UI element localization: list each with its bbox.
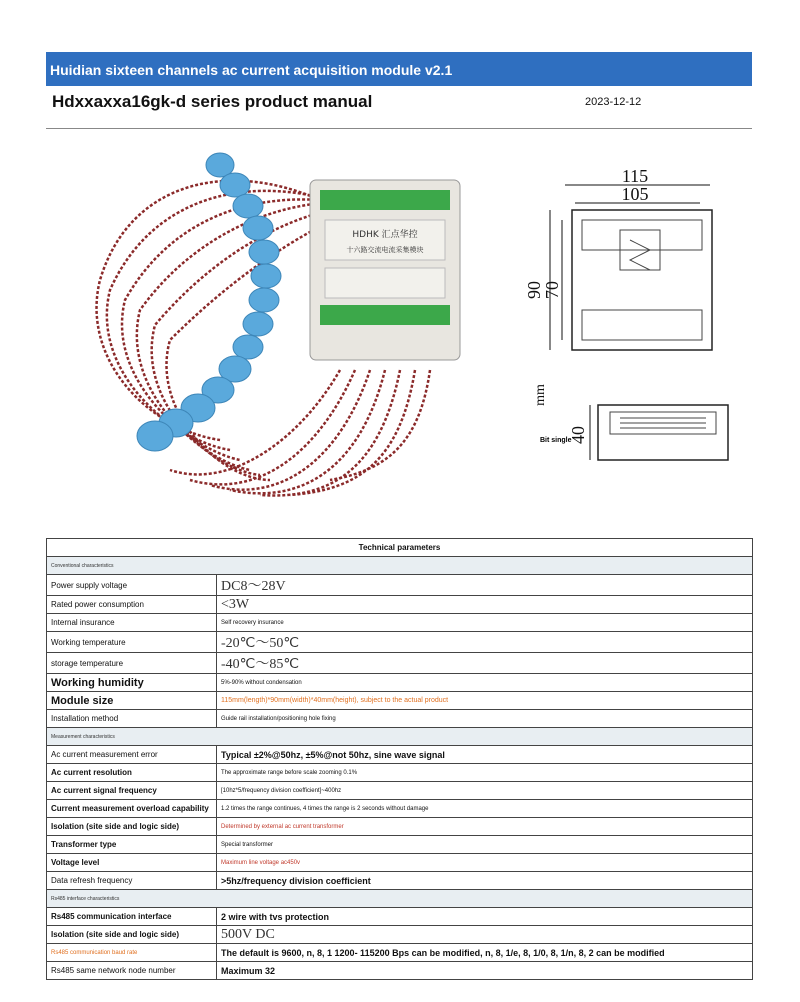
table-row	[47, 800, 753, 818]
table-row	[47, 854, 753, 872]
parameter-value: Guide rail installation/positioning hole fixing	[217, 710, 753, 728]
section-heading: Conventional characteristics	[47, 557, 753, 575]
document-date: 2023-12-12	[585, 96, 642, 108]
table-row	[47, 818, 753, 836]
parameter-value: 500V DC	[217, 926, 753, 944]
width-outer-label: 115	[621, 166, 649, 186]
parameter-label: Power supply voltage	[47, 575, 217, 596]
parameter-value: The approximate range before scale zooming 0.1%	[217, 764, 753, 782]
parameter-label: Ac current resolution	[47, 764, 217, 782]
table-title: Technical parameters	[47, 539, 753, 557]
section-row	[47, 890, 753, 908]
parameter-value: Maximum line voltage ac450v	[217, 854, 753, 872]
table-row	[47, 764, 753, 782]
parameter-value: -20℃～50℃	[217, 632, 753, 653]
spec-table-body	[47, 539, 753, 980]
parameter-label: Ac current signal frequency	[47, 782, 217, 800]
parameter-label: Working temperature	[47, 632, 217, 653]
parameter-value: <3W	[217, 596, 753, 614]
manual-title: Hdxxaxxa16gk-d series product manual	[52, 92, 373, 111]
width-inner-label: 105	[621, 184, 649, 204]
parameter-value: Determined by external ac current transformer	[217, 818, 753, 836]
module-name-label: 十六路交流电流采集模块	[346, 246, 424, 254]
module-box	[310, 180, 460, 360]
table-row	[47, 926, 753, 944]
parameter-value: The default is 9600, n, 8, 1 1200- 115200 Bps can be modified, n, 8, 1/e, 8, 1/0, 8, 1/n, 8, 2 can be modified	[217, 944, 753, 962]
parameter-label: Rs485 same network node number	[47, 962, 217, 980]
current-transformers	[137, 153, 281, 451]
parameter-label: Isolation (site side and logic side)	[47, 926, 217, 944]
table-row	[47, 692, 753, 710]
section-row	[47, 557, 753, 575]
parameter-value: [10hz*5/frequency division coefficient]~400hz	[217, 782, 753, 800]
table-row	[47, 836, 753, 854]
parameter-label: Rs485 communication baud rate	[47, 944, 217, 962]
parameter-value: 5%-90% without condensation	[217, 674, 753, 692]
parameter-label: Transformer type	[47, 836, 217, 854]
height-inner-label: 70	[542, 281, 562, 299]
table-row	[47, 614, 753, 632]
parameter-value: 2 wire with tvs protection	[217, 908, 753, 926]
parameter-label: Isolation (site side and logic side)	[47, 818, 217, 836]
parameter-label: Current measurement overload capability	[47, 800, 217, 818]
parameter-label: Rated power consumption	[47, 596, 217, 614]
parameter-label: Installation method	[47, 710, 217, 728]
technical-parameters-table	[46, 538, 753, 980]
section-heading: Rs485 interface characteristics	[47, 890, 753, 908]
table-row	[47, 653, 753, 674]
table-row	[47, 632, 753, 653]
table-row	[47, 782, 753, 800]
parameter-label: Working humidity	[47, 674, 217, 692]
section-heading: Measurement characteristics	[47, 728, 753, 746]
parameter-label: Module size	[47, 692, 217, 710]
parameter-value: 115mm(length)*90mm(width)*40mm(height), subject to the actual product	[217, 692, 753, 710]
parameter-label: Internal insurance	[47, 614, 217, 632]
table-row	[47, 575, 753, 596]
product-photo	[70, 140, 500, 510]
parameter-label: storage temperature	[47, 653, 217, 674]
unit-label: mm	[533, 384, 548, 406]
parameter-value: DC8～28V	[217, 575, 753, 596]
parameter-label: Ac current measurement error	[47, 746, 217, 764]
section-row	[47, 728, 753, 746]
parameter-value: Special transformer	[217, 836, 753, 854]
table-row	[47, 596, 753, 614]
table-row	[47, 944, 753, 962]
parameter-label: Voltage level	[47, 854, 217, 872]
module-brand-label: HDHK 汇点华控	[352, 230, 418, 240]
parameter-value: >5hz/frequency division coefficient	[217, 872, 753, 890]
table-row	[47, 674, 753, 692]
parameter-label: Rs485 communication interface	[47, 908, 217, 926]
parameter-label: Data refresh frequency	[47, 872, 217, 890]
side-view-label: Bit single	[540, 437, 572, 444]
document-title: Huidian sixteen channels ac current acquisition module v2.1	[50, 62, 453, 78]
depth-label: 40	[568, 426, 588, 444]
table-row	[47, 872, 753, 890]
parameter-value: 1.2 times the range continues, 4 times the range is 2 seconds without damage	[217, 800, 753, 818]
parameter-value: -40℃～85℃	[217, 653, 753, 674]
parameter-value: Maximum 32	[217, 962, 753, 980]
parameter-value: Typical ±2%@50hz, ±5%@not 50hz, sine wave signal	[217, 746, 753, 764]
parameter-value: Self recovery insurance	[217, 614, 753, 632]
table-row	[47, 962, 753, 980]
height-outer-label: 90	[524, 281, 544, 299]
table-row	[47, 908, 753, 926]
table-row	[47, 746, 753, 764]
table-row	[47, 710, 753, 728]
dimension-drawing	[510, 160, 750, 480]
